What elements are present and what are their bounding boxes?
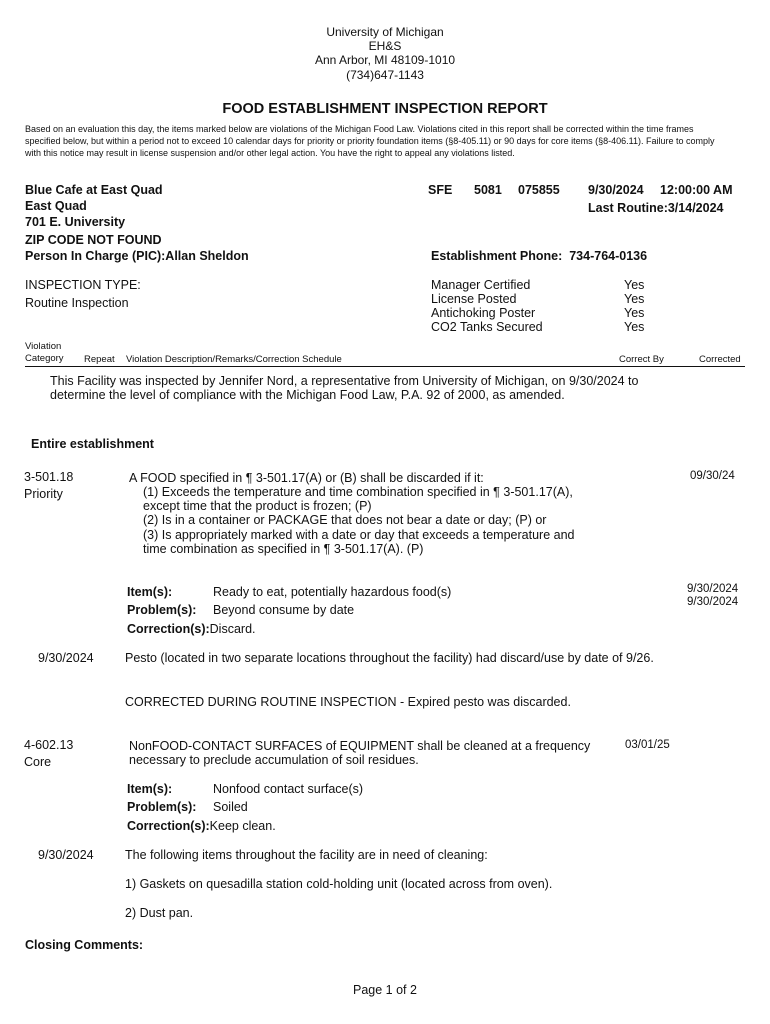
problem-row [127,800,248,814]
correction-label: Correction(s): [127,622,210,636]
establishment-number-1: 5081 [474,183,502,197]
col-correct-by: Correct By [619,354,664,365]
establishment-phone [431,249,647,263]
col-corrected: Corrected [699,354,741,365]
col-description: Violation Description/Remarks/Correction Schedule [126,354,342,365]
item-label: Item(s): [127,782,173,796]
header-rule [25,366,745,367]
violation-description-line: A FOOD specified in ¶ 3-501.17(A) or (B) shall be discarded if it: [129,471,484,485]
col-violation: Violation [25,341,62,352]
phone-value: 734-764-0136 [569,249,648,263]
org-phone: (734)647-1143 [346,68,424,82]
violation-description-line: (2) Is in a container or PACKAGE that does not bear a date or day; (P) or [143,513,547,527]
summary-line: This Facility was inspected by Jennifer Nord, a representative from University of Michigan, on 9/30/2024 to [50,374,639,388]
check-value: Yes [624,278,645,292]
item-row [127,782,363,796]
item-row [127,585,451,599]
establishment-zip: ZIP CODE NOT FOUND [25,233,162,247]
corrected-date: 09/30/24 [690,470,735,482]
problem-value: Soiled [213,800,248,814]
item-label: Item(s): [127,585,173,599]
last-routine-date: 3/14/2024 [667,201,724,215]
establishment-number-2: 075855 [518,183,560,197]
check-label: Antichoking Poster [431,306,536,320]
note-line: The following items throughout the facility are in need of cleaning: [125,848,488,862]
inspection-date: 9/30/2024 [588,183,644,197]
report-title: FOOD ESTABLISHMENT INSPECTION REPORT [222,101,548,117]
last-routine [588,201,723,215]
item-value: Ready to eat, potentially hazardous food(s) [213,585,452,599]
note-line: 1) Gaskets on quesadilla station cold-holding unit (located across from oven). [125,877,553,891]
check-label: License Posted [431,292,517,306]
problem-label: Problem(s): [127,800,197,814]
correction-value: Keep clean. [209,819,276,833]
violation-code: 4-602.13 [24,738,74,752]
correction-row [127,819,276,833]
intro-paragraph: Based on an evaluation this day, the items marked below are violations of the Michigan Food Law. Violations cited in this report shall be corrected within the time frames specified below, but within a period not to exceed 10 calendar days for priority or priority foundation items (§8-405.11) or 90 days for core items (§8-406.11). Failure to comply with this notice may result in license suspension and/or other legal action. You have the right to appeal any violations listed. [25,124,715,158]
violation-description-line: necessary to preclude accumulation of soil residues. [129,753,419,767]
correct-by-date: 03/01/25 [625,739,670,751]
establishment-name: Blue Cafe at East Quad [25,183,163,197]
violation-description-line: (1) Exceeds the temperature and time combination specified in ¶ 3-501.17(A), [143,485,573,499]
note-line: Pesto (located in two separate locations throughout the facility) had discard/use by date of 9/26. [125,651,654,665]
violation-code: 3-501.18 [24,470,74,484]
inspection-type: Routine Inspection [25,296,129,310]
violation-description-line: (3) Is appropriately marked with a date or day that exceeds a temperature and [143,528,575,542]
inspection-time: 12:00:00 AM [660,183,733,197]
corrected-date: 9/30/2024 [687,596,739,608]
pic-name: Allan Sheldon [165,249,249,263]
establishment-type-code: SFE [428,183,453,197]
correction-label: Correction(s): [127,819,210,833]
phone-label: Establishment Phone: [431,249,563,263]
correction-value: Discard. [209,622,256,636]
last-routine-label: Last Routine: [588,201,668,215]
col-repeat: Repeat [84,354,115,365]
check-value: Yes [624,306,645,320]
check-label: Manager Certified [431,278,531,292]
item-value: Nonfood contact surface(s) [213,782,364,796]
org-address: Ann Arbor, MI 48109-1010 [314,53,456,67]
problem-row [127,603,354,617]
note-date: 9/30/2024 [38,651,94,665]
col-category: Category [25,353,64,364]
check-label: CO2 Tanks Secured [431,320,543,334]
inspection-type-label: INSPECTION TYPE: [25,278,141,292]
page-number: Page 1 of 2 [353,983,417,997]
establishment-building: East Quad [25,199,87,213]
note-date: 9/30/2024 [38,848,94,862]
violation-description-line: time combination as specified in ¶ 3-501.17(A). (P) [143,542,424,556]
correction-row [127,622,256,636]
section-heading: Entire establishment [31,437,154,451]
violation-description-line: NonFOOD-CONTACT SURFACES of EQUIPMENT shall be cleaned at a frequency [129,739,591,753]
org-name: University of Michigan [326,25,444,39]
pic-label: Person In Charge (PIC): [25,249,166,263]
establishment-street: 701 E. University [25,215,126,229]
violation-category: Priority [24,487,63,501]
problem-label: Problem(s): [127,603,197,617]
corrected-date: 9/30/2024 [687,583,739,595]
note-line: 2) Dust pan. [125,906,194,920]
summary-line: determine the level of compliance with the Michigan Food Law, P.A. 92 of 2000, as amended. [50,388,565,402]
check-value: Yes [624,320,645,334]
closing-comments-label: Closing Comments: [25,938,144,952]
check-value: Yes [624,292,645,306]
note-line: CORRECTED DURING ROUTINE INSPECTION - Expired pesto was discarded. [125,695,571,709]
violation-description-line: except time that the product is frozen; (P) [143,499,372,513]
problem-value: Beyond consume by date [213,603,355,617]
dept-name: EH&S [368,39,402,53]
person-in-charge [25,249,249,263]
violation-category: Core [24,755,52,769]
